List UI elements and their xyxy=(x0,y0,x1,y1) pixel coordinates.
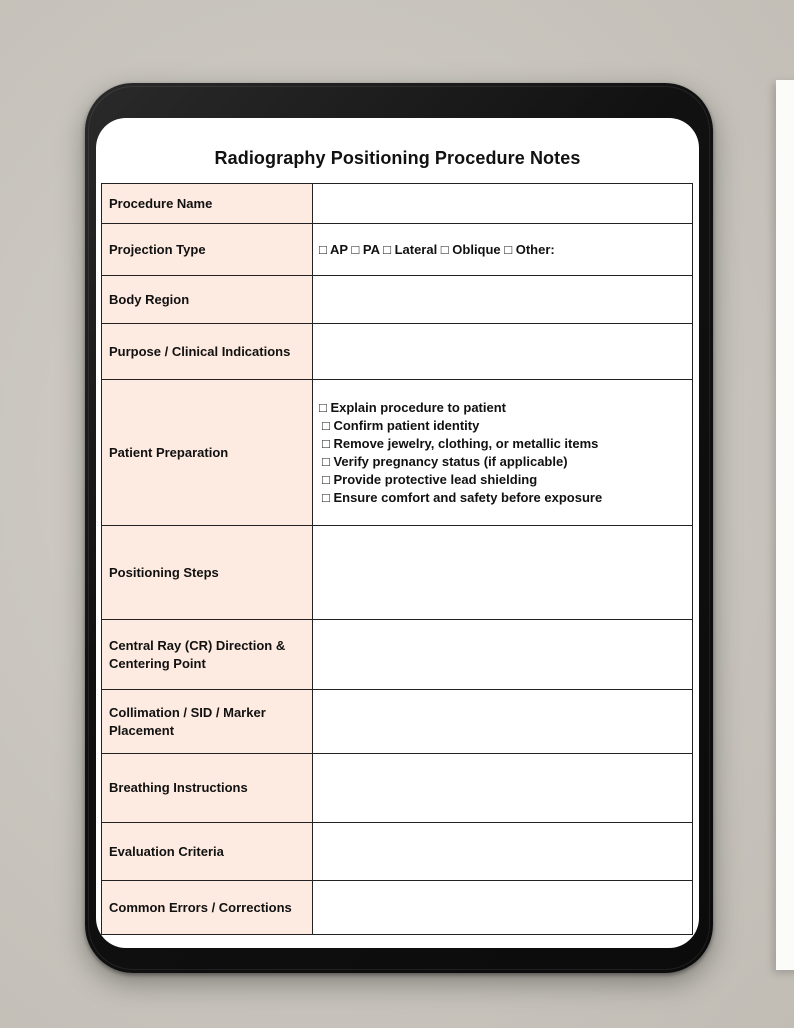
row-label-common-errors: Common Errors / Corrections xyxy=(102,881,313,935)
row-label-patient-preparation: Patient Preparation xyxy=(102,380,313,526)
document-title: Radiography Positioning Procedure Notes xyxy=(214,148,581,168)
table-row xyxy=(102,276,693,324)
table-row xyxy=(102,526,693,620)
table-row xyxy=(102,380,693,526)
paper-sheet-edge xyxy=(776,80,794,970)
common-errors-field[interactable] xyxy=(313,881,693,935)
row-label-body-region: Body Region xyxy=(102,276,313,324)
table-row xyxy=(102,184,693,224)
procedure-name-field[interactable] xyxy=(313,184,693,224)
checklist-item[interactable]: □ Ensure comfort and safety before exposure xyxy=(322,489,603,505)
row-label-projection-type: Projection Type xyxy=(102,224,313,276)
tablet-screen xyxy=(96,118,699,948)
table-row xyxy=(102,620,693,690)
table-row xyxy=(102,754,693,823)
checklist-item[interactable]: □ Explain procedure to patient xyxy=(319,399,506,415)
row-label-purpose: Purpose / Clinical Indications xyxy=(102,324,313,380)
purpose-field[interactable] xyxy=(313,324,693,380)
row-label-collimation: Collimation / SID / Marker Placement xyxy=(102,690,313,754)
checklist-item[interactable]: □ Verify pregnancy status (if applicable) xyxy=(322,453,568,469)
projection-type-options[interactable]: □ AP □ PA □ Lateral □ Oblique □ Other: xyxy=(313,224,693,276)
row-label-central-ray: Central Ray (CR) Direction & Centering Point xyxy=(102,620,313,690)
table-row xyxy=(102,224,693,276)
table-row xyxy=(102,690,693,754)
table-row xyxy=(102,881,693,935)
evaluation-criteria-field[interactable] xyxy=(313,823,693,881)
checklist-item[interactable]: □ Provide protective lead shielding xyxy=(322,471,538,487)
table-row xyxy=(102,823,693,881)
positioning-steps-field[interactable] xyxy=(313,526,693,620)
row-label-positioning-steps: Positioning Steps xyxy=(102,526,313,620)
tablet-frame xyxy=(85,83,713,973)
row-label-procedure-name: Procedure Name xyxy=(102,184,313,224)
central-ray-field[interactable] xyxy=(313,620,693,690)
collimation-field[interactable] xyxy=(313,690,693,754)
checklist-item[interactable]: □ Confirm patient identity xyxy=(322,417,480,433)
procedure-notes-table xyxy=(101,183,693,935)
body-region-field[interactable] xyxy=(313,276,693,324)
checklist xyxy=(319,399,685,507)
row-label-breathing-instructions: Breathing Instructions xyxy=(102,754,313,823)
breathing-instructions-field[interactable] xyxy=(313,754,693,823)
row-label-evaluation-criteria: Evaluation Criteria xyxy=(102,823,313,881)
table-row xyxy=(102,324,693,380)
checklist-item[interactable]: □ Remove jewelry, clothing, or metallic items xyxy=(322,435,599,451)
patient-preparation-checklist xyxy=(313,380,693,526)
